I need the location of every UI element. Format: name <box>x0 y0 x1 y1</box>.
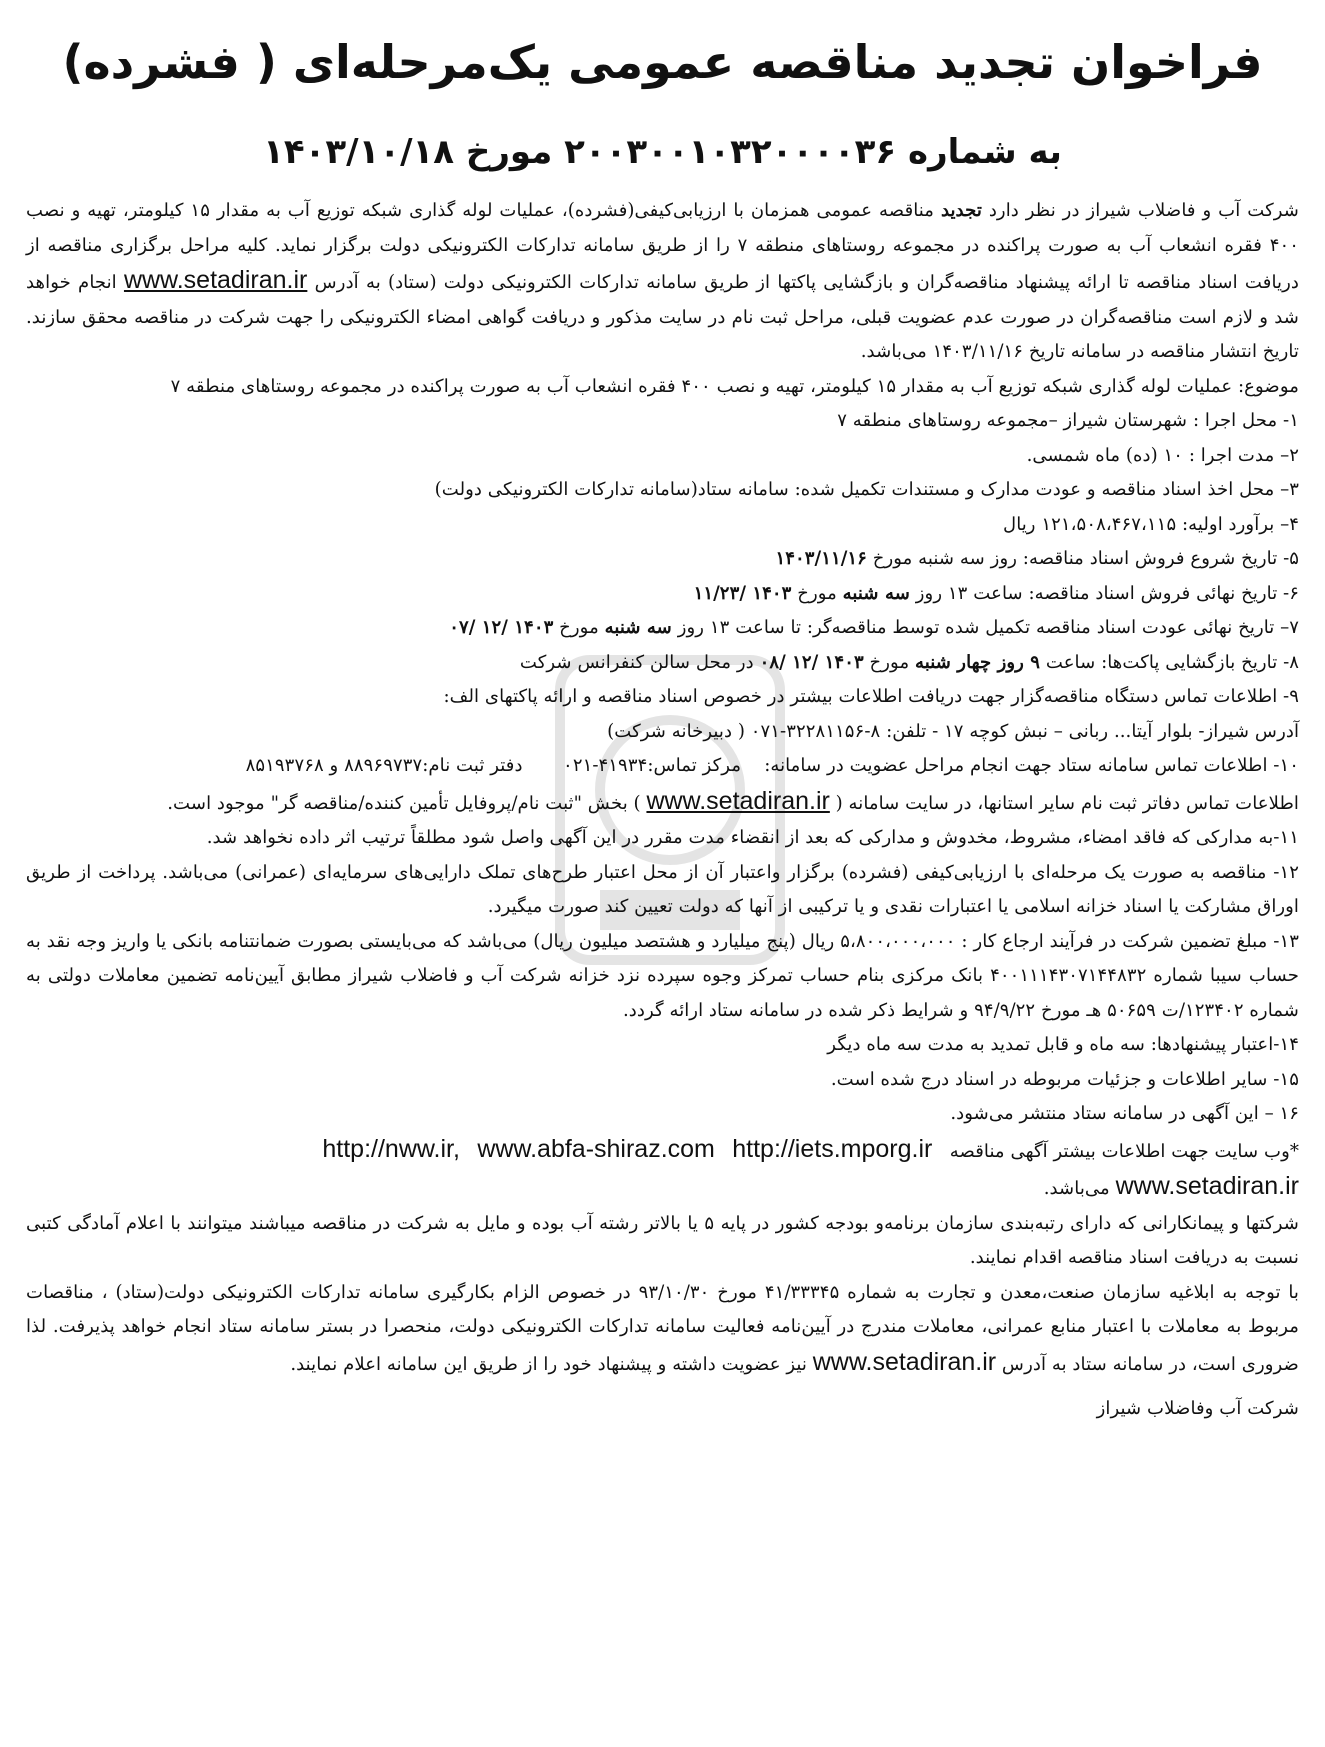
websites-lead: *وب سایت جهت اطلاعات بیشتر آگهی مناقصه <box>949 1140 1299 1162</box>
item-11: ۱۱-به مدارکی که فاقد امضاء، مشروط، مخدوش و مدارکی که بعد از انقضاء مدت مقرر در این آگهی واصل شود مطلقاً ترتیب اثر داده نخواهد شد. <box>206 827 1299 848</box>
item-10-provinces-tail: ) بخش "ثبت نام/پروفایل تأمین کننده/مناقصه گر" موجود است. <box>167 792 641 814</box>
setadiran-link-3[interactable]: www.setadiran.ir <box>1115 1172 1299 1200</box>
item-6 <box>26 577 1299 612</box>
item-6-dated: مورخ <box>797 582 837 604</box>
item-5-text: ۵- تاریخ شروع فروش اسناد مناقصه: روز سه شنبه مورخ <box>872 548 1299 569</box>
signature: شرکت آب وفاضلاب شیراز <box>1096 1398 1299 1419</box>
item-9-address: آدرس شیراز- بلوار آیتا... ربانی – نبش کوچه ۱۷ - تلفن: ۸-۳۲۲۸۱۱۵۶-۰۷۱ ( دبیرخانه شرکت) <box>607 720 1299 742</box>
closing-text-1: با توجه به ابلاغیه سازمان صنعت،معدن و تجارت به شماره ۴۱/۳۳۳۴۵ مورخ ۹۳/۱۰/۳۰ در خصوص الزام بکارگیری سامانه تدارکات الکترونیکی دولت(ستاد) ، مناقصات مربوط به معاملات با اعتبار منابع عمرانی، معاملات مندرج در آیین‌نامه فعالیت سامانه تدارکات الکترونیکی دولت، منحصرا در بستر سامانه ستاد انجام خواهد پذیرفت. لذا ضروری است، در سامانه ستاد به آدرس <box>26 1281 1299 1375</box>
item-4: ۴– برآورد اولیه: ۱۲۱،۵۰۸،۴۶۷،۱۱۵ ریال <box>1002 513 1299 535</box>
notice-number: به شماره ۲۰۰۳۰۰۱۰۳۲۰۰۰۰۳۶ مورخ ۱۴۰۳/۱۰/۱۸ <box>263 132 1062 172</box>
item-8 <box>26 646 1299 681</box>
websites-tail: می‌باشد. <box>1043 1178 1110 1199</box>
item-7 <box>26 611 1299 646</box>
item-10-provinces <box>26 784 1299 822</box>
item-10 <box>26 749 1299 784</box>
item-10-provinces-text: اطلاعات تماس دفاتر ثبت نام سایر استانها، در سایت سامانه ( <box>835 792 1299 814</box>
item-7-day: سه شنبه <box>604 617 672 638</box>
item-6-day: سه شنبه <box>842 582 910 604</box>
item-8-day: ۹ روز چهار شنبه <box>915 651 1041 673</box>
item-3: ۳– محل اخذ اسناد مناقصه و عودت مدارک و مستندات تکمیل شده: سامانه ستاد(سامانه تدارکات الکترونیکی دولت) <box>434 479 1299 500</box>
intro-paragraph <box>26 194 1299 370</box>
item-15: ۱۵- سایر اطلاعات و جزئیات مربوطه در اسناد درج شده است. <box>830 1068 1299 1090</box>
item-6-date: ۱۴۰۳ /۱۱/۲۳ <box>693 582 792 604</box>
item-9: ۹- اطلاعات تماس دستگاه مناقصه‌گزار جهت دریافت اطلاعات بیشتر در خصوص اسناد مناقصه و ارائه پاکتهای الف: <box>443 686 1299 707</box>
item-8-text: ۸- تاریخ بازگشایی پاکت‌ها: ساعت <box>1045 651 1299 673</box>
item-7-text: ۷– تاریخ نهائی عودت اسناد مناقصه تکمیل شده توسط مناقصه‌گر: تا ساعت ۱۳ روز <box>677 617 1299 638</box>
item-2: ۲– مدت اجرا : ۱۰ (ده) ماه شمسی. <box>1026 444 1299 466</box>
closing-text-2: نیز عضویت داشته و پیشنهاد خود را از طریق این سامانه اعلام نمایند. <box>290 1353 807 1375</box>
item-1: ۱- محل اجرا : شهرستان شیراز –مجموعه روستاهای منطقه ۷ <box>837 410 1299 431</box>
item-16: ۱۶ – این آگهی در سامانه ستاد منتشر می‌شود. <box>950 1103 1299 1124</box>
intro-text-2: مناقصه عمومی همزمان با ارزیابی‌کیفی(فشرده)، عملیات لوله گذاری شبکه توزیع آب به مقدار ۱۵ کیلومتر، تهیه و نصب ۴۰۰ فقره انشعاب آب به صورت پراکنده در مجموعه روستاهای منطقه ۷ را از طریق سامانه تدارکات الکترونیکی دولت برگزار نماید. کلیه مراحل برگزاری مناقصه از دریافت اسناد مناقصه تا ارائه پیشنهاد مناقصه‌گران و بازگشایی پاکتها از طریق سامانه تدارکات الکترونیکی دولت (ستاد) به آدرس <box>26 200 1300 293</box>
item-10-call-center: مرکز تماس:۴۱۹۳۴-۰۲۱ <box>563 755 742 776</box>
intro-text-1: شرکت آب و فاضلاب شیراز در نظر دارد <box>988 200 1299 221</box>
item-5-date: ۱۴۰۳/۱۱/۱۶ <box>775 548 867 569</box>
item-12: ۱۲- مناقصه به صورت یک مرحله‌ای با ارزیابی‌کیفی (فشرده) برگزار واعتبار آن از محل اعتبار طرح‌های تملک دارایی‌های سرمایه‌ای (عمرانی) می‌باشد. پرداخت از طریق اوراق مشارکت یا اسناد خزانه اسلامی یا اعتبارات نقدی و یا ترکیبی از آنها که دولت تعیین کند صورت میگیرد. <box>26 861 1299 917</box>
iets-link[interactable]: http://iets.mporg.ir <box>732 1134 933 1163</box>
notice-body <box>26 194 1299 1382</box>
setadiran-link-2[interactable]: www.setadiran.ir <box>646 786 830 815</box>
item-6-text: ۶- تاریخ نهائی فروش اسناد مناقصه: ساعت ۱۳ روز <box>915 582 1299 604</box>
closing-paragraph-1: شرکتها و پیمانکارانی که دارای رتبه‌بندی سازمان برنامه‌و بودجه کشور در پایه ۵ یا بالاتر رشته آب بوده و مایل به شرکت در مناقصه میباشند میتوانند با اعلام آمادگی کتبی نسبت به دریافت اسناد مناقصه اقدام نمایند. <box>26 1212 1299 1268</box>
item-5 <box>26 542 1299 577</box>
item-7-date: ۱۴۰۳ /۱۲ /۰۷ <box>449 617 554 638</box>
closing-paragraph-2 <box>26 1276 1299 1383</box>
item-10-text: ۱۰- اطلاعات تماس سامانه ستاد جهت انجام مراحل عضویت در سامانه: <box>764 755 1299 776</box>
intro-renewal-word: تجدید <box>940 200 982 221</box>
subject-line: موضوع: عملیات لوله گذاری شبکه توزیع آب به مقدار ۱۵ کیلومتر، تهیه و نصب ۴۰۰ فقره انشعاب آب به صورت پراکنده در مجموعه روستاهای منطقه ۷ <box>170 375 1299 397</box>
websites-line-2 <box>26 1169 1299 1207</box>
item-10-registration-office: دفتر ثبت نام:۸۸۹۶۹۷۳۷ و ۸۵۱۹۳۷۶۸ <box>245 755 523 776</box>
intro-text-3: انجام خواهد شد و لازم است مناقصه‌گران در صورت عدم عضویت قبلی، مراحل ثبت نام در سایت مذکور و دریافت گواهی امضاء الکترونیکی را جهت شرکت در مناقصه محقق سازند. تاریخ انتشار مناقصه در سامانه تاریخ ۱۴۰۳/۱۱/۱۶ می‌باشد. <box>26 272 1299 362</box>
websites-line <box>26 1132 1299 1170</box>
item-14: ۱۴-اعتبار پیشنهادها: سه ماه و قابل تمدید به مدت سه ماه دیگر <box>827 1034 1299 1055</box>
item-8-dated: مورخ <box>869 651 910 673</box>
notice-title: فراخوان تجدید مناقصه عمومی یک‌مرحله‌ای ( فشرده) <box>62 35 1263 89</box>
item-8-date: ۱۴۰۳ /۱۲ /۰۸ <box>759 651 864 673</box>
item-7-dated: مورخ <box>559 617 599 638</box>
item-13: ۱۳- مبلغ تضمین شرکت در فرآیند ارجاع کار : ۵،۸۰۰،۰۰۰،۰۰۰ ریال (پنج میلیارد و هشتصد میلیون ریال) می‌باشد که می‌بایستی بصورت ضمانتنامه بانکی یا واریز وجه نقد به حساب سیبا شماره ۴۰۰۱۱۱۴۳۰۷۱۴۴۸۳۲ بانک مرکزی بنام حساب تمرکز وجوه سپرده نزد خزانه شرکت آب و فاضلاب شیراز مطابق آیین‌نامه تضمین معاملات دولتی به شماره ۱۲۳۴۰۲/ت ۵۰۶۵۹ هـ مورخ ۹۴/۹/۲۲ و شرایط ذکر شده در سامانه ستاد ارائه گردد. <box>26 930 1299 1021</box>
item-8-place: در محل سالن کنفرانس شرکت <box>519 651 754 673</box>
setadiran-link-4[interactable]: www.setadiran.ir <box>812 1347 997 1376</box>
setadiran-link[interactable]: www.setadiran.ir <box>123 266 308 294</box>
abfa-shiraz-link[interactable]: www.abfa-shiraz.com <box>477 1134 715 1163</box>
nww-link[interactable]: http://nww.ir, <box>322 1134 460 1163</box>
